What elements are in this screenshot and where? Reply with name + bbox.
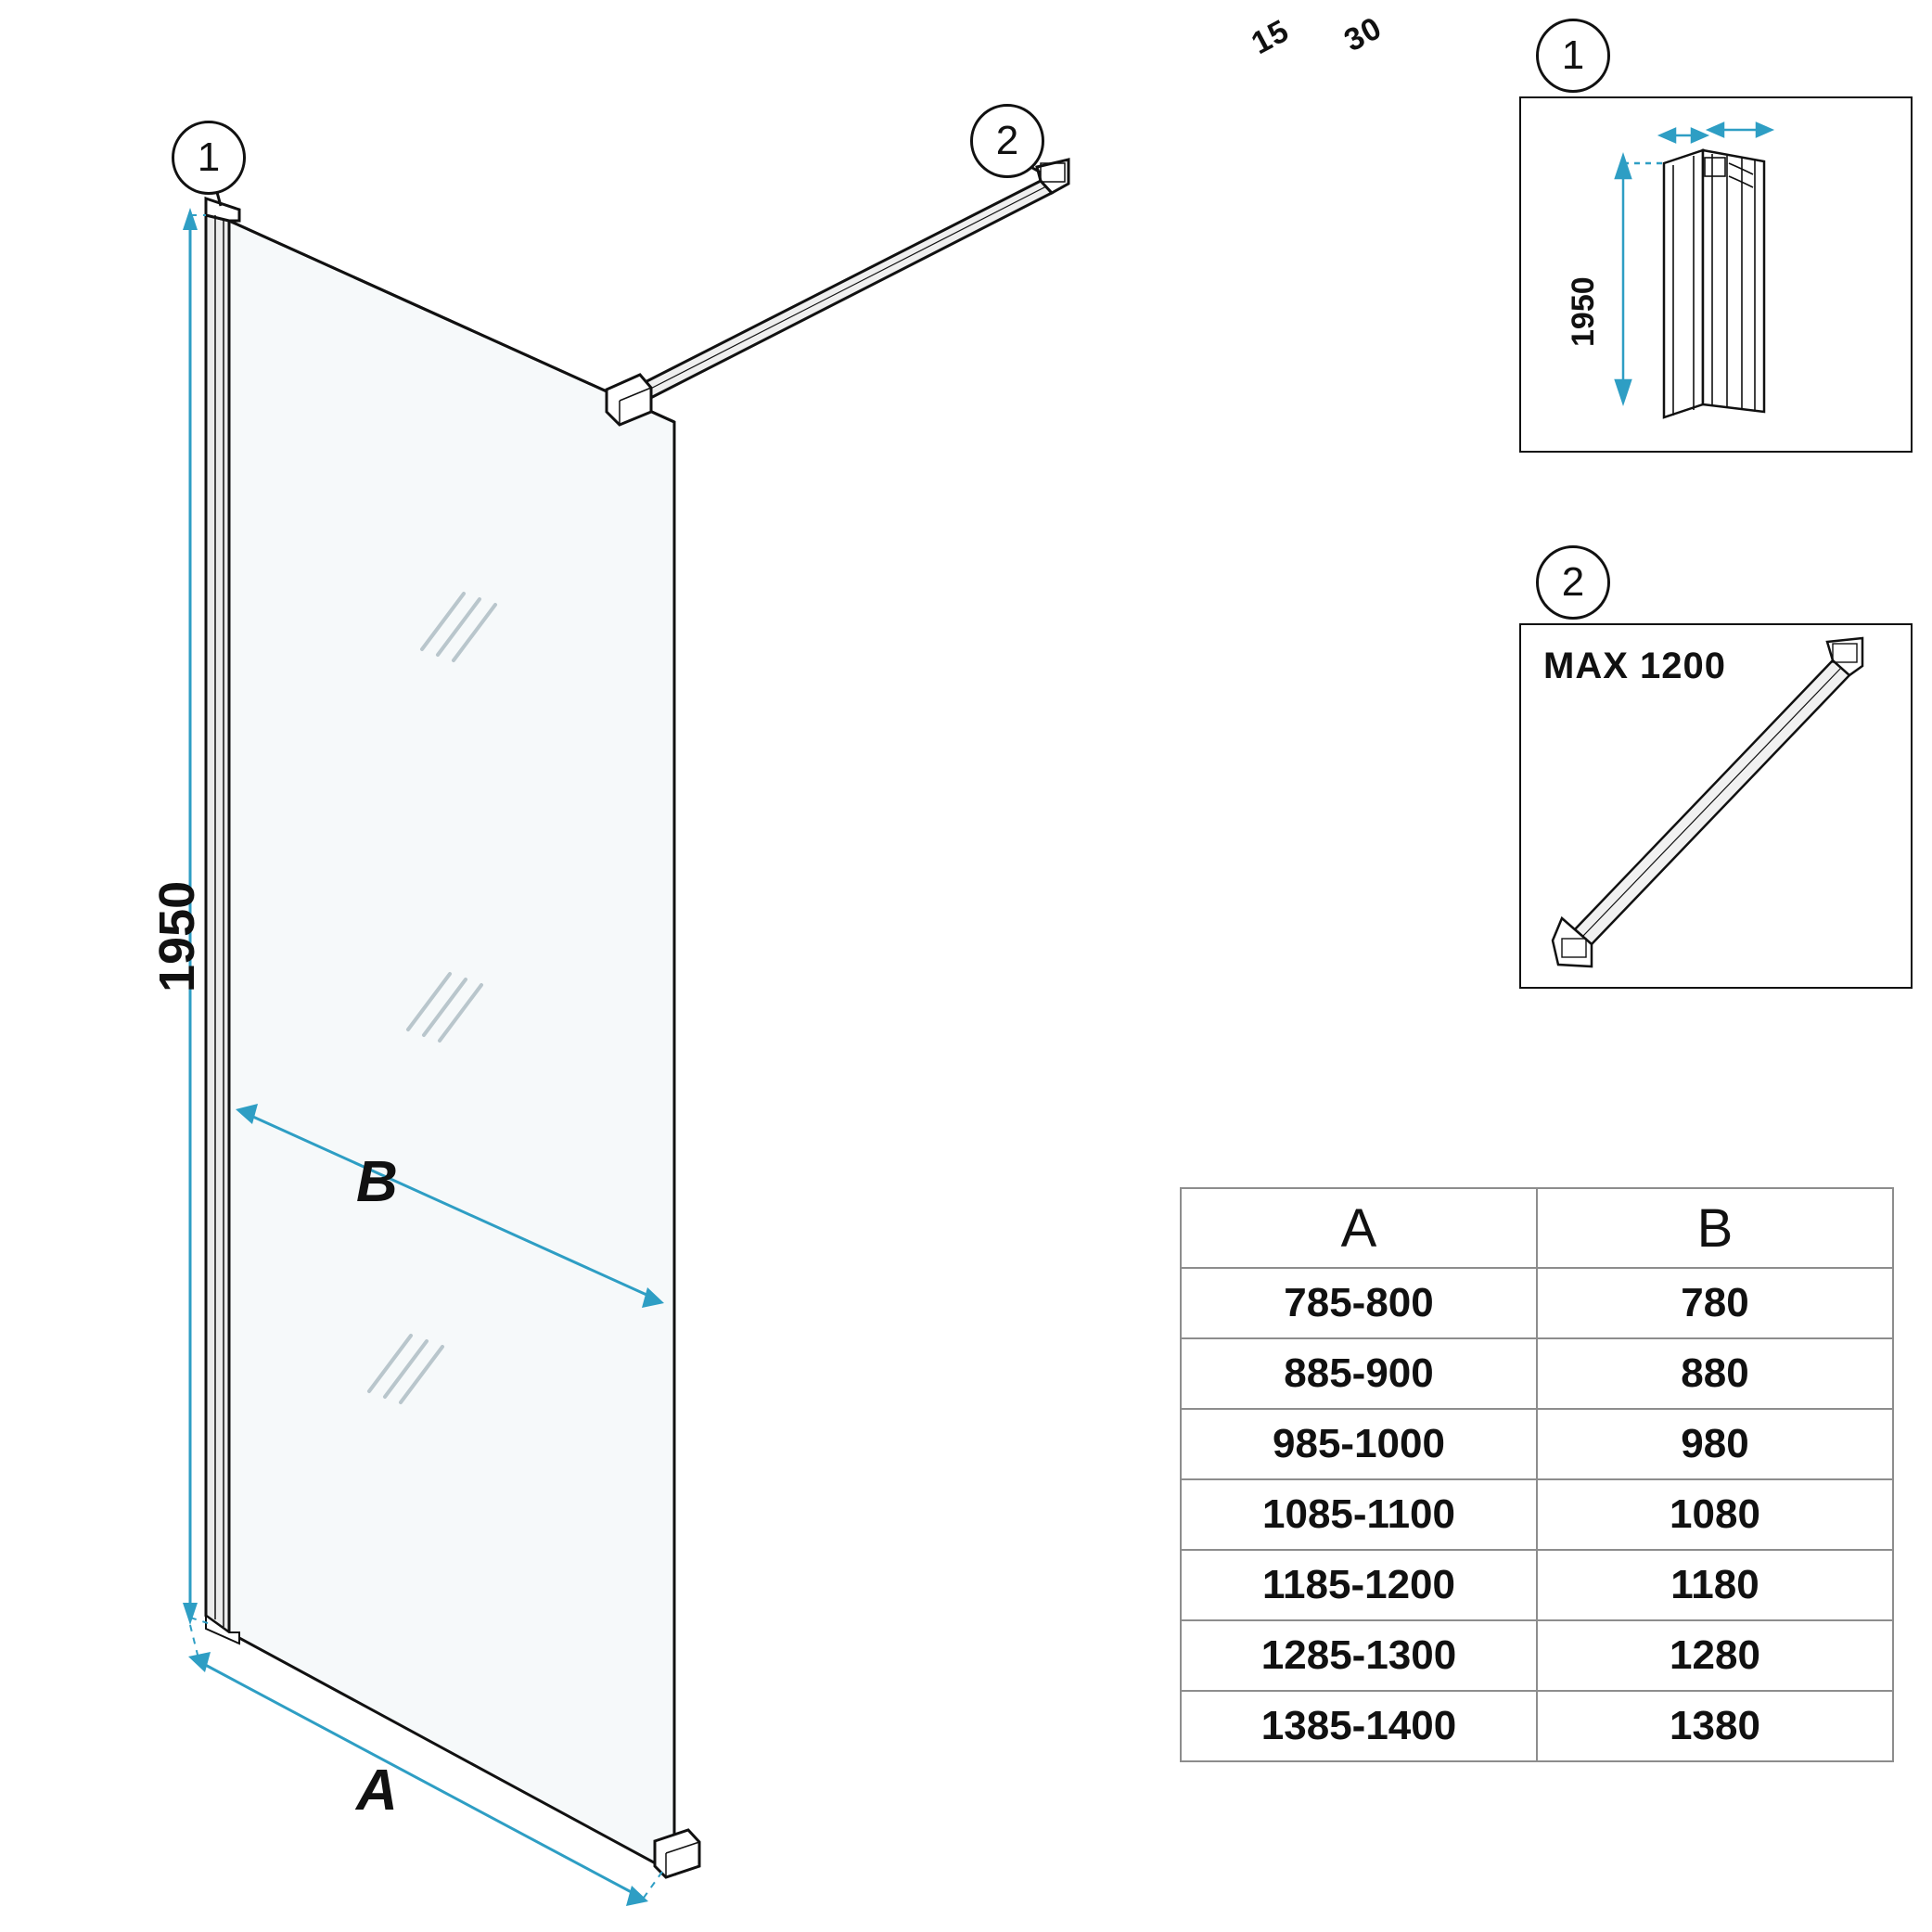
callout-badge-2-label: 2 bbox=[995, 118, 1019, 163]
detail-1-badge-label: 1 bbox=[1561, 32, 1585, 78]
detail-1-dim-15: 15 bbox=[1246, 12, 1296, 62]
table-cell-a: 1085-1100 bbox=[1181, 1479, 1537, 1550]
table-cell-a: 985-1000 bbox=[1181, 1409, 1537, 1479]
table-cell-a: 785-800 bbox=[1181, 1268, 1537, 1338]
table-cell-a: 885-900 bbox=[1181, 1338, 1537, 1409]
detail-1-badge bbox=[1536, 19, 1610, 93]
dimension-a-label: A bbox=[356, 1759, 398, 1823]
table-row bbox=[1181, 1338, 1893, 1409]
table-header-row bbox=[1181, 1188, 1893, 1268]
table-cell-b: 1080 bbox=[1537, 1479, 1893, 1550]
table-header-a: A bbox=[1181, 1188, 1537, 1268]
height-dimension-label: 1950 bbox=[149, 880, 205, 992]
table-cell-a: 1285-1300 bbox=[1181, 1620, 1537, 1691]
table-cell-b: 880 bbox=[1537, 1338, 1893, 1409]
size-table bbox=[1180, 1187, 1894, 1762]
detail-1-box bbox=[1246, 9, 1913, 453]
detail-2-badge bbox=[1536, 545, 1610, 620]
table-row bbox=[1181, 1409, 1893, 1479]
table-cell-b: 1280 bbox=[1537, 1620, 1893, 1691]
detail-2-badge-label: 2 bbox=[1561, 559, 1585, 605]
table-row bbox=[1181, 1620, 1893, 1691]
callout-badge-1 bbox=[172, 121, 246, 195]
table-row bbox=[1181, 1268, 1893, 1338]
detail-2-max-label: MAX 1200 bbox=[1543, 646, 1726, 686]
table-cell-b: 780 bbox=[1537, 1268, 1893, 1338]
stabiliser-bar bbox=[607, 160, 1068, 425]
table-header-b: B bbox=[1537, 1188, 1893, 1268]
detail-1-dim-height: 1950 bbox=[1566, 276, 1601, 347]
detail-1-drawing bbox=[1521, 98, 1907, 447]
table-row bbox=[1181, 1550, 1893, 1620]
table-cell-a: 1385-1400 bbox=[1181, 1691, 1537, 1761]
table-cell-b: 1180 bbox=[1537, 1550, 1893, 1620]
callout-badge-2 bbox=[970, 104, 1044, 178]
glass-panel bbox=[229, 221, 674, 1874]
table-cell-a: 1185-1200 bbox=[1181, 1550, 1537, 1620]
detail-1-dim-30: 30 bbox=[1338, 9, 1388, 59]
table-row bbox=[1181, 1691, 1893, 1761]
dimension-b-label: B bbox=[356, 1150, 398, 1214]
table-cell-b: 980 bbox=[1537, 1409, 1893, 1479]
table-row bbox=[1181, 1479, 1893, 1550]
table-cell-b: 1380 bbox=[1537, 1691, 1893, 1761]
callout-badge-1-label: 1 bbox=[197, 134, 221, 180]
detail-2-box bbox=[1519, 623, 1913, 989]
